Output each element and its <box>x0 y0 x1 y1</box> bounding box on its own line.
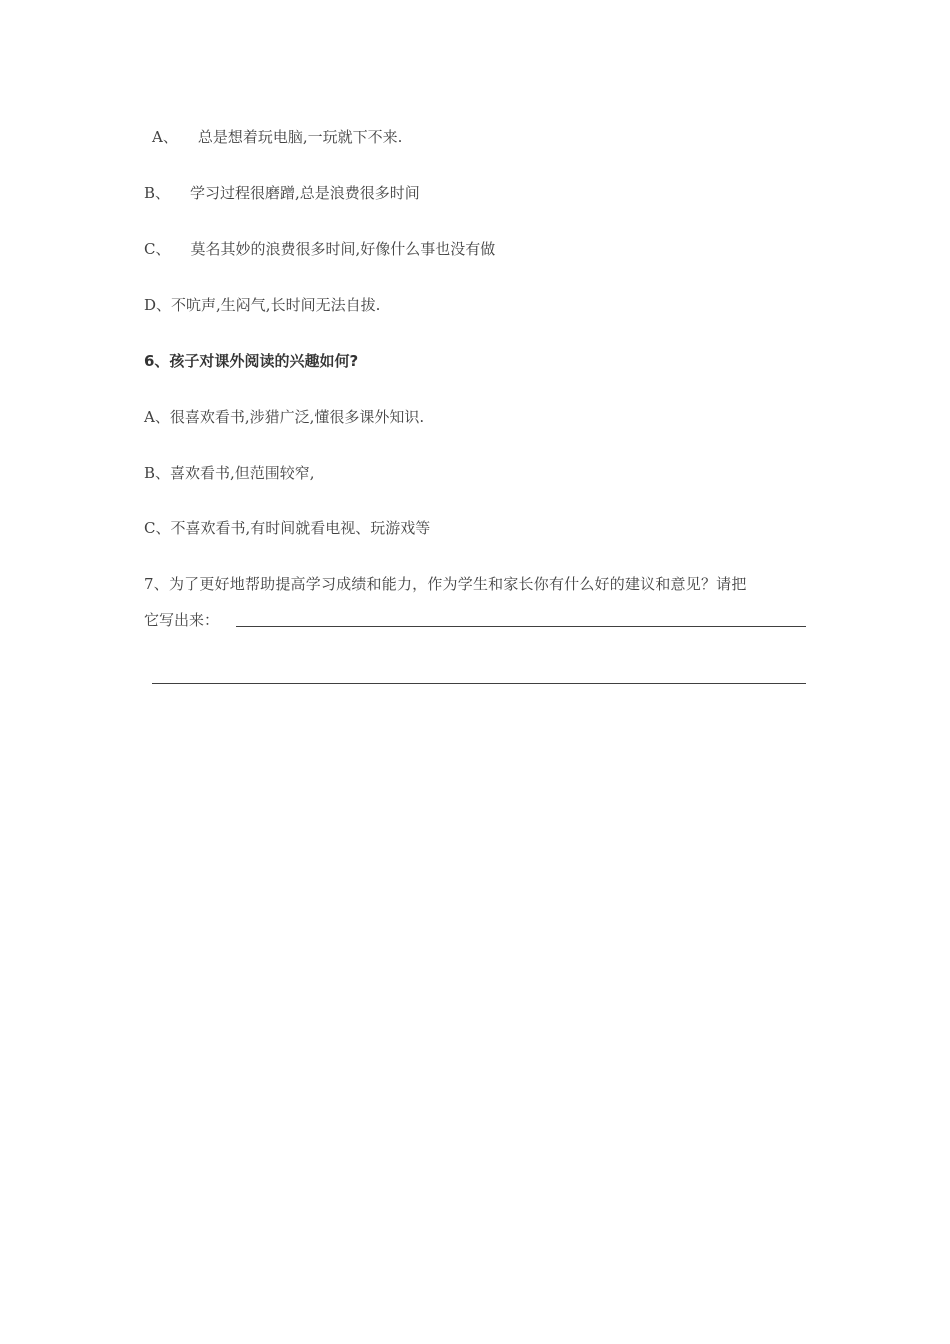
question-7: 7、为了更好地帮助提高学习成绩和能力，作为学生和家长你有什么好的建议和意见？请把 <box>144 575 747 593</box>
option-text: 总是想着玩电脑,一玩就下不来. <box>197 128 403 146</box>
answer-line-1[interactable] <box>236 626 806 627</box>
option-letter: A、 <box>152 128 178 146</box>
answer-line-2[interactable] <box>152 683 806 684</box>
q6-option-a: A、很喜欢看书,涉猎广泛,懂很多课外知识. <box>144 408 425 426</box>
q5-option-b <box>144 183 420 203</box>
q5-option-a <box>152 127 402 147</box>
option-text: 学习过程很磨蹭,总是浪费很多时间 <box>190 184 420 202</box>
question-7-continued: 它写出来： <box>144 611 220 629</box>
q5-option-c <box>144 239 495 259</box>
option-letter: B、 <box>144 184 171 202</box>
option-letter: C、 <box>144 240 171 258</box>
q6-option-c: C、不喜欢看书,有时间就看电视、玩游戏等 <box>144 519 431 537</box>
question-6: 6、孩子对课外阅读的兴趣如何? <box>144 352 359 370</box>
q6-option-b: B、喜欢看书,但范围较窄, <box>144 464 315 482</box>
option-text: 莫名其妙的浪费很多时间,好像什么事也没有做 <box>190 240 496 258</box>
q5-option-d: D、不吭声,生闷气,长时间无法自拔. <box>144 296 381 314</box>
